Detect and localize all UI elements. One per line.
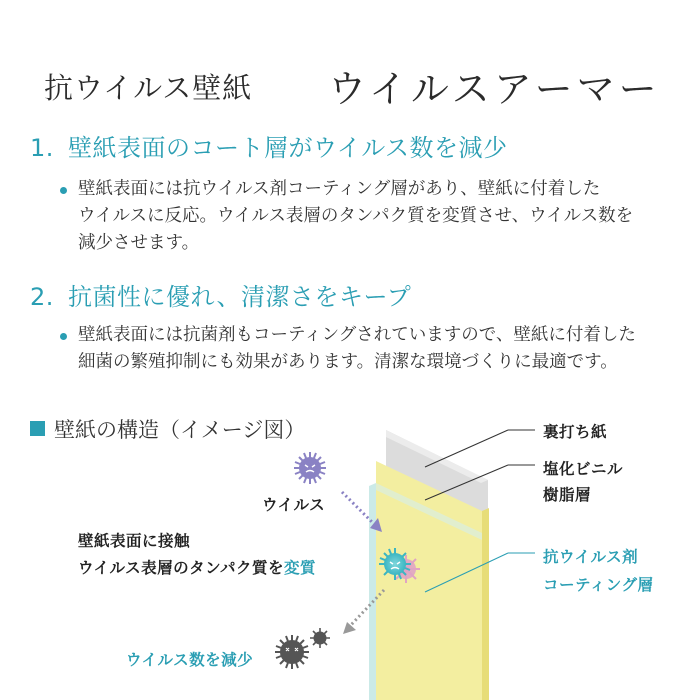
section-2-heading: 抗菌性に優れ、清潔さをキープ [68,283,412,311]
brand-title: ウイルスアーマー [328,67,661,111]
section-1-body [66,176,633,257]
section-1-line: 減少させます。 [78,233,200,253]
reduce-label: ウイルス数を減少 [126,651,254,669]
section-1-heading: 壁紙表面のコート層がウイルス数を減少 [68,134,508,162]
diagram-heading [30,414,305,444]
coating-label-line1: 抗ウイルス剤 [543,548,639,566]
pvc-label-line2: 樹脂層 [543,486,592,504]
section-2-line: 細菌の繁殖抑制にも効果があります。清潔な環境づくりに最適です。 [78,352,618,372]
virus-icon [294,452,326,484]
denatured-virus-icon [379,548,420,583]
contact-label-line1: 壁紙表面に接触 [78,532,191,550]
contact-label-prefix: ウイルス表層のタンパク質を [78,559,284,577]
section-1-line: ウイルスに反応。ウイルス表層のタンパク質を変質させ、ウイルス数を [78,206,634,226]
section-1-line: 壁紙表面には抗ウイルス剤コーティング層があり、壁紙に付着した [78,179,601,199]
page-header [44,58,684,111]
virus-label: ウイルス [262,496,326,514]
section-1-title [30,128,508,163]
incoming-arrow [342,492,382,532]
section-1-number: 1. [30,134,54,162]
section-2-line: 壁紙表面には抗菌剤もコーティングされていますので、壁紙に付着した [78,325,636,345]
pvc-label-line1: 塩化ビニル [543,460,624,478]
header-subtitle: 抗ウイルス壁紙 [44,71,253,105]
reduced-virus-icon [275,635,309,669]
antivirus-coating-layer [369,483,482,700]
outgoing-arrow [343,590,384,634]
section-2-number: 2. [30,283,54,311]
coating-label-line2: コーティング層 [543,576,654,594]
section-2-title [30,277,411,312]
bullet-dot [60,333,67,340]
section-2-body [66,322,636,376]
contact-label-line2 [78,556,316,578]
diagram-heading-text: 壁紙の構造（イメージ図） [54,418,306,442]
leader-lines [425,430,535,500]
bullet-dot [60,187,67,194]
coating-leader-line [425,553,535,592]
backing-paper-layer [386,430,488,700]
pvc-resin-layer [376,461,489,700]
reduced-virus-small-icon [310,628,330,648]
backing-paper-label: 裏打ち紙 [543,423,608,441]
contact-label-highlight: 変質 [284,559,317,577]
square-bullet-icon [30,421,45,436]
